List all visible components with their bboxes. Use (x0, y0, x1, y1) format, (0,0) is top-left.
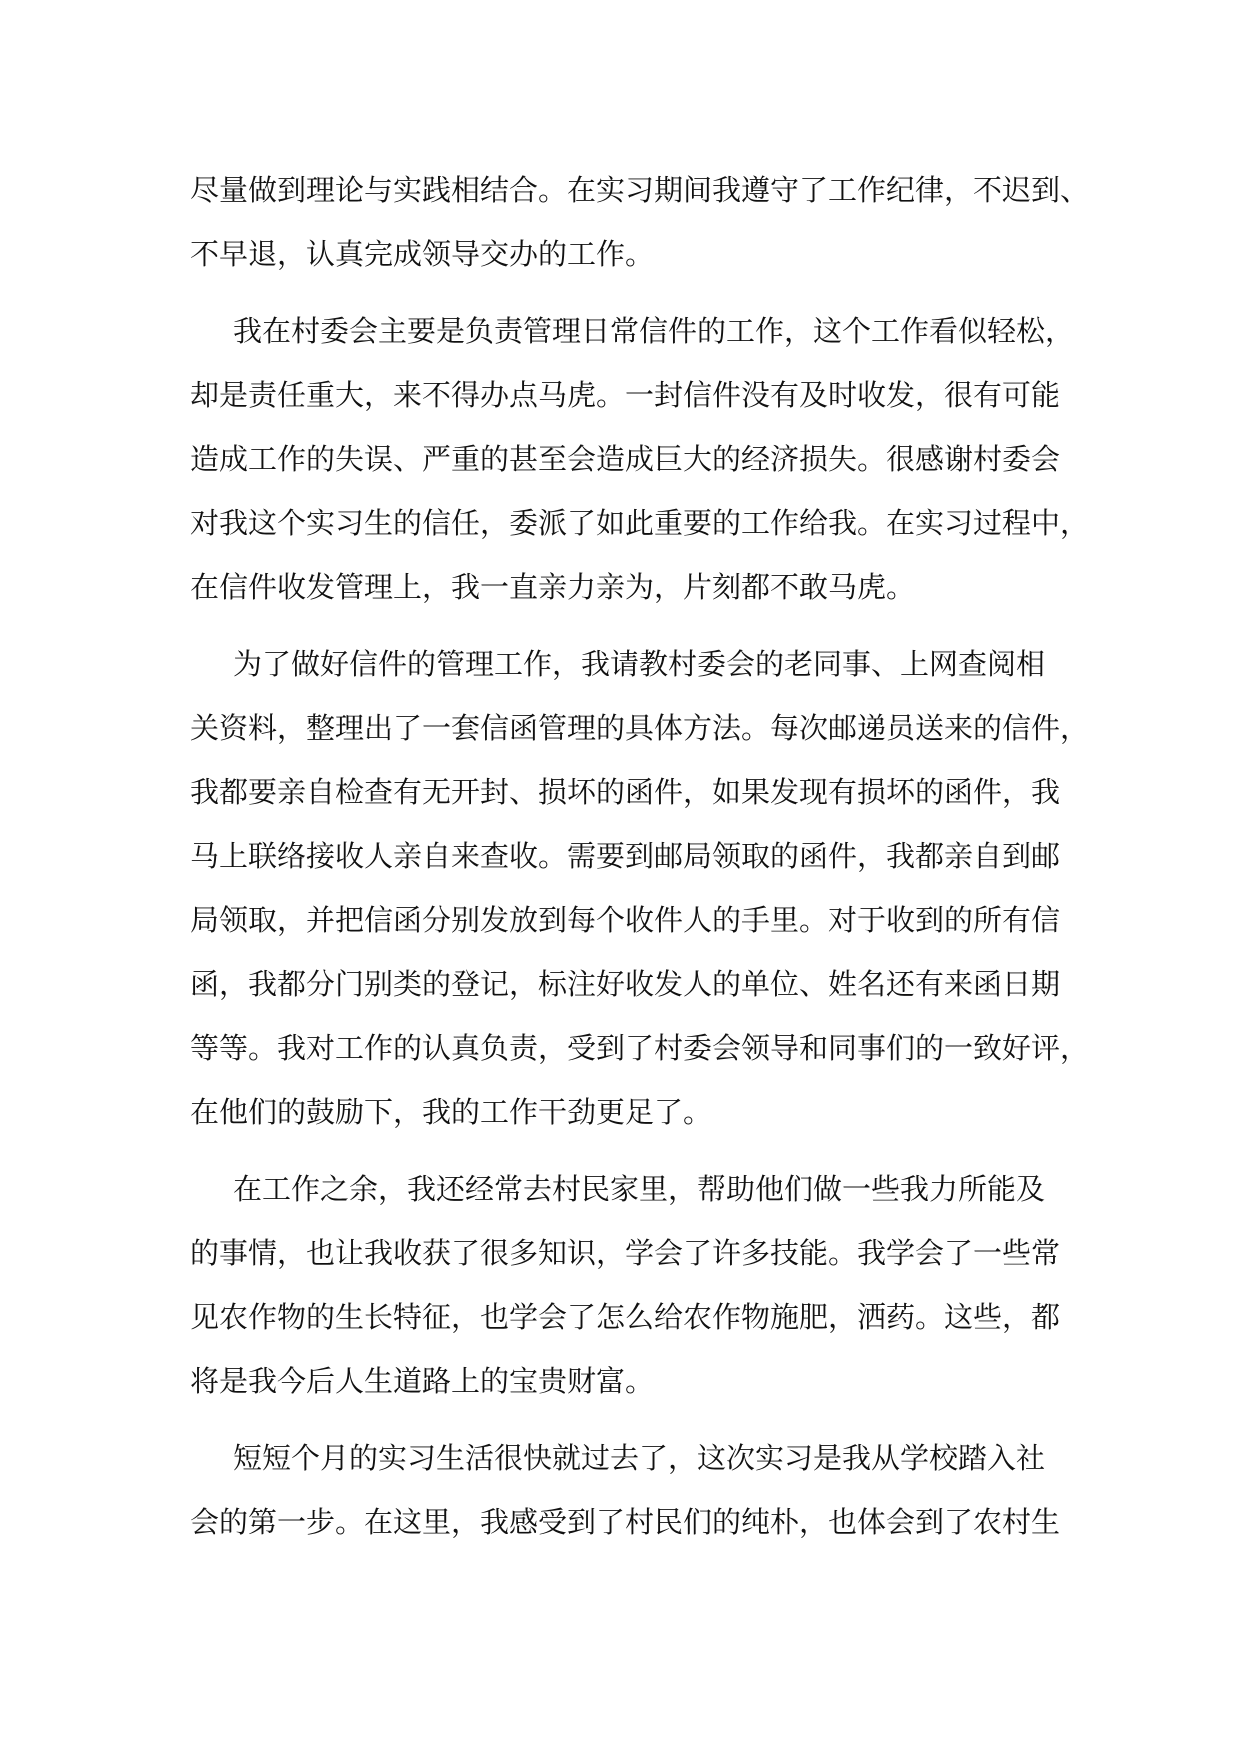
text-line: 却是责任重大，来不得办点马虎。一封信件没有及时收发，很有可能 (190, 378, 1061, 412)
text-line: 会的第一步。在这里，我感受到了村民们的纯朴，也体会到了农村生 (190, 1505, 1061, 1539)
text-line: 局领取，并把信函分别发放到每个收件人的手里。对于收到的所有信 (190, 903, 1061, 937)
text-line: 我都要亲自检查有无开封、损坏的函件，如果发现有损坏的函件，我 (190, 775, 1061, 809)
text-line: 见农作物的生长特征，也学会了怎么给农作物施肥，洒药。这些，都 (190, 1300, 1061, 1334)
text-line: 尽量做到理论与实践相结合。在实习期间我遵守了工作纪律，不迟到、 (190, 173, 1090, 207)
paragraph-4 (190, 1167, 1060, 1423)
text-line: 在工作之余，我还经常去村民家里，帮助他们做一些我力所能及 (233, 1172, 1046, 1206)
text-line: 短短个月的实习生活很快就过去了，这次实习是我从学校踏入社 (233, 1441, 1046, 1475)
paragraph-2 (190, 309, 1090, 629)
text-line: 在他们的鼓励下，我的工作干劲更足了。 (190, 1095, 713, 1129)
text-line: 将是我今后人生道路上的宝贵财富。 (190, 1364, 655, 1398)
text-line: 对我这个实习生的信任，委派了如此重要的工作给我。在实习过程中， (190, 506, 1090, 540)
text-line: 我在村委会主要是负责管理日常信件的工作，这个工作看似轻松， (233, 314, 1075, 348)
text-line: 函，我都分门别类的登记，标注好收发人的单位、姓名还有来函日期 (190, 967, 1061, 1001)
document-body (190, 168, 1090, 1577)
paragraph-1 (190, 168, 1090, 296)
text-line: 的事情，也让我收获了很多知识，学会了许多技能。我学会了一些常 (190, 1236, 1061, 1270)
paragraph-3 (190, 642, 1090, 1154)
text-line: 在信件收发管理上，我一直亲力亲为，片刻都不敢马虎。 (190, 570, 916, 604)
text-line: 马上联络接收人亲自来查收。需要到邮局领取的函件，我都亲自到邮 (190, 839, 1061, 873)
text-line: 不早退，认真完成领导交办的工作。 (190, 237, 655, 271)
text-line: 关资料，整理出了一套信函管理的具体方法。每次邮递员送来的信件， (190, 711, 1090, 745)
text-line: 等等。我对工作的认真负责，受到了村委会领导和同事们的一致好评， (190, 1031, 1090, 1065)
text-line: 为了做好信件的管理工作，我请教村委会的老同事、上网查阅相 (233, 647, 1046, 681)
text-line: 造成工作的失误、严重的甚至会造成巨大的经济损失。很感谢村委会 (190, 442, 1061, 476)
paragraph-5 (190, 1436, 1060, 1564)
